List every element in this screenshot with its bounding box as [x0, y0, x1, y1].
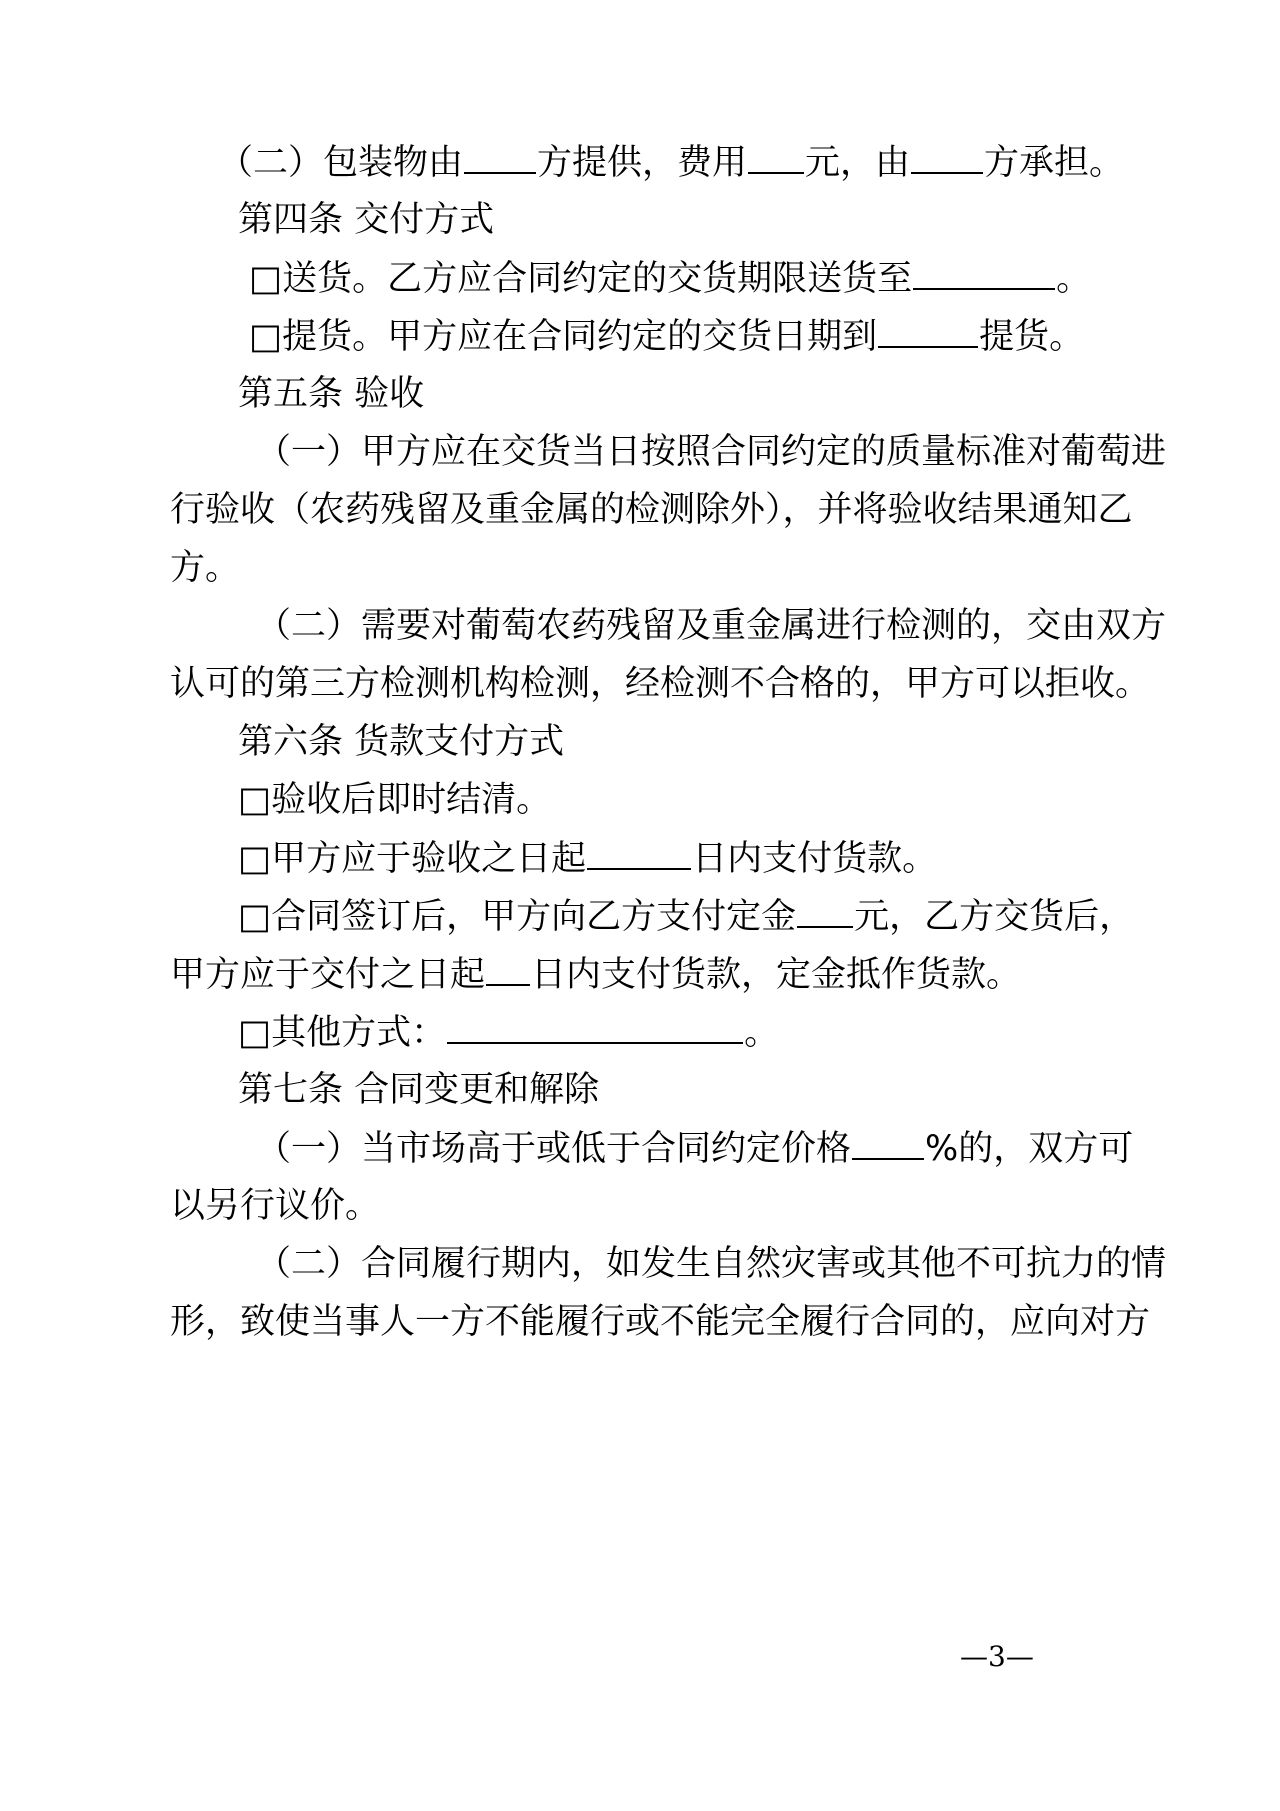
blank-fee — [748, 138, 804, 174]
article-heading — [238, 196, 1280, 244]
text-segment: 日内支付货款，定金抵作货款。 — [531, 955, 1022, 995]
text-segment: □送货。乙方应合同约定的交货期限送货至 — [249, 259, 913, 299]
text-segment: （二）包装物由 — [218, 143, 464, 183]
text-segment: 日内支付货款。 — [692, 839, 938, 879]
text-segment: 元，由 — [805, 143, 911, 183]
text-segment: 元，乙方交货后， — [854, 897, 1135, 937]
text-segment: 认可的第三方检测机构检测，经检测不合格的，甲方可以拒收。 — [170, 664, 1151, 704]
text-segment: 形，致使当事人一方不能履行或不能完全履行合同的，应向对方 — [170, 1302, 1151, 1342]
text-segment: □甲方应于验收之日起 — [238, 839, 587, 879]
payment-option — [238, 1008, 1280, 1056]
article-heading — [238, 370, 1280, 418]
paragraph-line — [170, 1298, 1280, 1346]
text-segment: 以另行议价。 — [170, 1186, 381, 1226]
article-4-title: 第四条 交付方式 — [238, 200, 495, 240]
article-5-title: 第五条 验收 — [238, 374, 425, 414]
blank-provider — [464, 138, 536, 174]
paragraph-line — [256, 1240, 1280, 1288]
paragraph-line — [170, 950, 1280, 998]
text-segment: 方。 — [170, 548, 241, 588]
blank-delivery-location — [913, 254, 1055, 290]
delivery-option — [249, 254, 1280, 302]
paragraph-line — [170, 1182, 1280, 1230]
packaging-clause — [218, 138, 1280, 186]
payment-option — [238, 892, 1280, 940]
article-heading — [238, 718, 1280, 766]
article-6-title: 第六条 货款支付方式 — [238, 722, 565, 762]
paragraph-line — [170, 660, 1280, 708]
payment-option — [238, 776, 1280, 824]
text-segment: 方承担。 — [984, 143, 1125, 183]
text-segment: □合同签订后，甲方向乙方支付定金 — [238, 897, 797, 937]
blank-deposit — [797, 892, 853, 928]
page-number: —3— — [960, 1640, 1034, 1673]
pickup-option — [249, 312, 1280, 360]
article-7-title: 第七条 合同变更和解除 — [238, 1070, 600, 1110]
payment-option — [238, 834, 1280, 882]
paragraph-line — [170, 486, 1280, 534]
text-segment: %的，双方可 — [925, 1129, 1134, 1169]
text-segment: 。 — [744, 1013, 780, 1053]
text-segment: （二）合同履行期内，如发生自然灾害或其他不可抗力的情 — [256, 1244, 1167, 1284]
text-segment: 行验收（农药残留及重金属的检测除外），并将验收结果通知乙 — [170, 490, 1133, 530]
text-segment: 方提供，费用 — [537, 143, 748, 183]
blank-days — [587, 834, 691, 870]
text-segment: 甲方应于交付之日起 — [170, 955, 486, 995]
text-segment: □其他方式： — [238, 1013, 447, 1053]
text-segment: □验收后即时结清。 — [238, 780, 552, 820]
text-segment: □提货。甲方应在合同约定的交货日期到 — [249, 317, 878, 357]
blank-other-method — [447, 1008, 743, 1044]
text-segment: 提货。 — [979, 317, 1085, 357]
text-segment: （一）当市场高于或低于合同约定价格 — [256, 1129, 852, 1169]
text-segment: （二）需要对葡萄农药残留及重金属进行检测的，交由双方 — [256, 606, 1167, 646]
text-segment: 。 — [1056, 259, 1092, 299]
paragraph-line — [256, 1124, 1280, 1172]
text-segment: （一）甲方应在交货当日按照合同约定的质量标准对葡萄进 — [256, 432, 1167, 472]
blank-percent — [852, 1124, 924, 1160]
blank-bearer — [911, 138, 983, 174]
paragraph-line — [256, 428, 1280, 476]
blank-days — [486, 950, 530, 986]
paragraph-line — [170, 544, 1280, 592]
article-heading — [238, 1066, 1280, 1114]
blank-pickup-location — [878, 312, 978, 348]
paragraph-line — [256, 602, 1280, 650]
